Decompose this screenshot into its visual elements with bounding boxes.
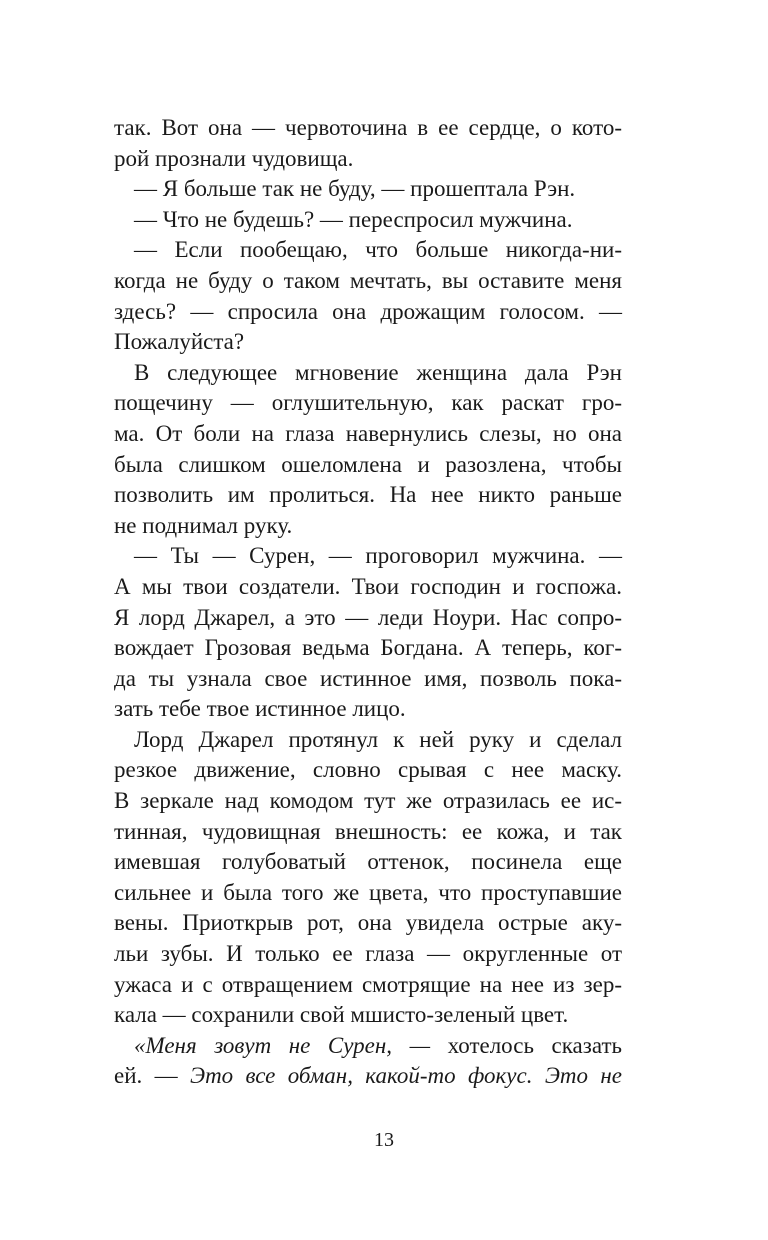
text-line: Я лорд Джарел, а это — леди Ноури. Нас сопро- — [114, 604, 622, 630]
text-line: вождает Грозовая ведьма Богдана. А теперь, ког- — [114, 635, 622, 661]
text-line: В следующее мгновение женщина дала Рэн — [134, 359, 622, 385]
text-line: — Если пообещаю, что больше никогда-ни- — [134, 237, 622, 263]
page-number: 13 — [374, 1129, 394, 1151]
text-span: ей. — — [114, 1063, 191, 1089]
text-line: — Я больше так не буду, — прошептала Рэн. — [134, 176, 576, 202]
text-line — [114, 1061, 622, 1092]
text-line: А мы твои создатели. Твои господин и госпожа. — [114, 573, 622, 599]
text-line: ма. От боли на глаза навернулись слезы, но она — [114, 420, 622, 446]
text-line: — Ты — Сурен, — проговорил мужчина. — — [134, 543, 622, 569]
text-line: рой прознали чудовища. — [114, 145, 354, 171]
text-line — [114, 1031, 622, 1062]
text-line: так. Вот она — червоточина в ее сердце, о кото- — [114, 115, 622, 140]
italic-text: Это все обман, какой-то фокус. Это не — [190, 1063, 622, 1089]
text-line: льи зубы. И только ее глаза — округленные от — [114, 941, 622, 967]
text-line: ужаса и с отвращением смотрящие на нее из зер- — [114, 971, 622, 997]
text-span: хотелось сказать — [447, 1032, 622, 1058]
text-line: сильнее и была того же цвета, что проступавшие — [114, 879, 622, 905]
italic-text: «Меня зовут не Сурен, — — [134, 1032, 448, 1058]
text-line: резкое движение, словно срывая с нее маску. — [114, 757, 622, 783]
text-line: не поднимал руку. — [114, 512, 293, 538]
text-line: В зеркале над комодом тут же отразилась ее ис- — [114, 788, 622, 814]
text-line: вены. Приоткрыв рот, она увидела острые аку- — [114, 910, 622, 936]
text-line: пощечину — оглушительную, как раскат гро- — [114, 390, 622, 416]
text-line: — Что не будешь? — переспросил мужчина. — [134, 206, 573, 232]
text-line: здесь? — спросила она дрожащим голосом. — — [114, 298, 622, 324]
book-page — [114, 113, 622, 1092]
text-line: кала — сохранили свой мшисто-зеленый цвет. — [114, 1002, 569, 1028]
text-line: Пожалуйста? — [114, 329, 245, 355]
text-line: позволить им пролиться. На нее никто раньше — [114, 482, 622, 508]
text-line: да ты узнала свое истинное имя, позволь пока- — [114, 665, 622, 691]
text-line: была слишком ошеломлена и разозлена, чтобы — [114, 451, 622, 477]
text-line: имевшая голубоватый оттенок, посинела еще — [114, 849, 622, 875]
text-line: зать тебе твое истинное лицо. — [114, 696, 406, 722]
text-line: тинная, чудовищная внешность: ее кожа, и так — [114, 818, 622, 844]
text-line: Лорд Джарел протянул к ней руку и сделал — [134, 726, 622, 752]
text-line: когда не буду о таком мечтать, вы оставите меня — [114, 267, 622, 293]
